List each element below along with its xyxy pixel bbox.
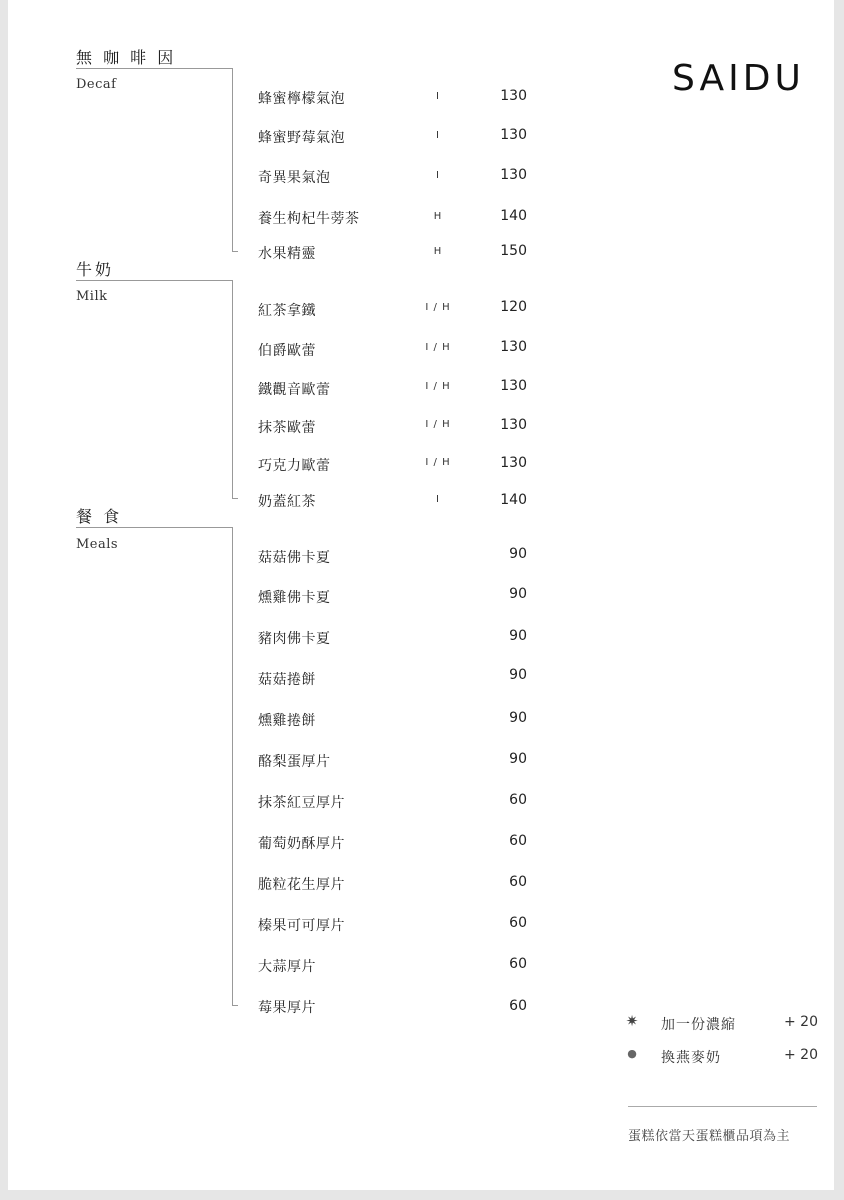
menu-item-name: 酪梨蛋厚片 (258, 754, 331, 770)
extra-espresso-price: + 20 (784, 1014, 818, 1030)
extra-oatmilk-price: + 20 (784, 1047, 818, 1063)
section-subtitle-milk: Milk (76, 289, 108, 304)
menu-item-name: 水果精靈 (258, 246, 316, 262)
section-title-decaf: 無 咖 啡 因 (76, 48, 177, 67)
menu-item-name: 蜂蜜野莓氣泡 (258, 130, 345, 146)
star-burst-icon: ✷ (625, 1012, 639, 1030)
menu-item-price: 150 (500, 243, 527, 259)
dot-icon: ● (627, 1047, 637, 1060)
menu-item-name: 大蒜厚片 (258, 959, 316, 975)
menu-item-name: 榛果可可厚片 (258, 918, 345, 934)
menu-item-price: 60 (509, 833, 527, 849)
menu-item-name: 紅茶拿鐵 (258, 303, 316, 319)
bracket-end (232, 498, 238, 499)
menu-item-name: 豬肉佛卡夏 (258, 631, 331, 647)
section-title-meals: 餐 食 (76, 507, 123, 526)
menu-item-price: 130 (500, 455, 527, 471)
menu-item-temp: I / H (425, 457, 451, 468)
bracket-end (232, 251, 238, 252)
note-divider (628, 1106, 817, 1107)
menu-item-price: 140 (500, 208, 527, 224)
cake-note: 蛋糕依當天蛋糕櫃品項為主 (628, 1129, 791, 1144)
menu-item-temp: I / H (425, 381, 451, 392)
menu-item-name: 奇異果氣泡 (258, 170, 331, 186)
menu-item-price: 120 (500, 299, 527, 315)
menu-item-name: 鐵觀音歐蕾 (258, 382, 331, 398)
menu-item-temp: H (433, 211, 443, 222)
menu-item-price: 60 (509, 915, 527, 931)
menu-item-temp: H (433, 246, 443, 257)
menu-item-name: 菇菇捲餅 (258, 672, 316, 688)
menu-item-price: 140 (500, 492, 527, 508)
menu-item-price: 130 (500, 167, 527, 183)
bracket-line (232, 68, 233, 251)
menu-item-name: 葡萄奶酥厚片 (258, 836, 345, 852)
bracket-end (232, 1005, 238, 1006)
menu-item-name: 莓果厚片 (258, 1000, 316, 1016)
menu-item-temp: I / H (425, 302, 451, 313)
menu-item-temp: I (436, 170, 440, 181)
menu-item-name: 蜂蜜檸檬氣泡 (258, 91, 345, 107)
bracket-line (232, 280, 233, 498)
menu-item-price: 90 (509, 628, 527, 644)
section-subtitle-meals: Meals (76, 537, 119, 552)
menu-item-name: 燻雞佛卡夏 (258, 590, 331, 606)
menu-page (8, 0, 834, 1190)
menu-item-name: 抹茶紅豆厚片 (258, 795, 345, 811)
section-title-milk: 牛奶 (76, 260, 115, 279)
extra-espresso-label: 加一份濃縮 (661, 1017, 736, 1033)
menu-item-name: 巧克力歐蕾 (258, 458, 331, 474)
menu-item-name: 抹茶歐蕾 (258, 420, 316, 436)
menu-item-temp: I / H (425, 342, 451, 353)
menu-item-name: 奶蓋紅茶 (258, 494, 316, 510)
menu-item-price: 90 (509, 710, 527, 726)
menu-item-price: 90 (509, 546, 527, 562)
menu-item-price: 60 (509, 792, 527, 808)
section-divider (76, 68, 233, 69)
menu-item-temp: I (436, 130, 440, 141)
bracket-line (232, 527, 233, 1005)
menu-item-name: 伯爵歐蕾 (258, 343, 316, 359)
brand-logo: SAIDU (672, 58, 805, 99)
menu-item-temp: I (436, 494, 440, 505)
menu-item-price: 130 (500, 378, 527, 394)
extra-oatmilk-label: 換燕麥奶 (661, 1050, 721, 1066)
menu-item-temp: I (436, 91, 440, 102)
menu-item-name: 菇菇佛卡夏 (258, 550, 331, 566)
menu-item-price: 130 (500, 88, 527, 104)
menu-item-name: 燻雞捲餅 (258, 713, 316, 729)
menu-item-price: 130 (500, 417, 527, 433)
menu-item-price: 90 (509, 586, 527, 602)
menu-item-price: 130 (500, 339, 527, 355)
menu-item-price: 90 (509, 667, 527, 683)
menu-item-price: 60 (509, 874, 527, 890)
section-divider (76, 280, 233, 281)
menu-item-price: 90 (509, 751, 527, 767)
menu-item-price: 130 (500, 127, 527, 143)
menu-item-temp: I / H (425, 419, 451, 430)
section-subtitle-decaf: Decaf (76, 77, 117, 92)
menu-item-name: 養生枸杞牛蒡茶 (258, 211, 360, 227)
menu-item-price: 60 (509, 956, 527, 972)
section-divider (76, 527, 233, 528)
menu-item-price: 60 (509, 998, 527, 1014)
menu-item-name: 脆粒花生厚片 (258, 877, 345, 893)
